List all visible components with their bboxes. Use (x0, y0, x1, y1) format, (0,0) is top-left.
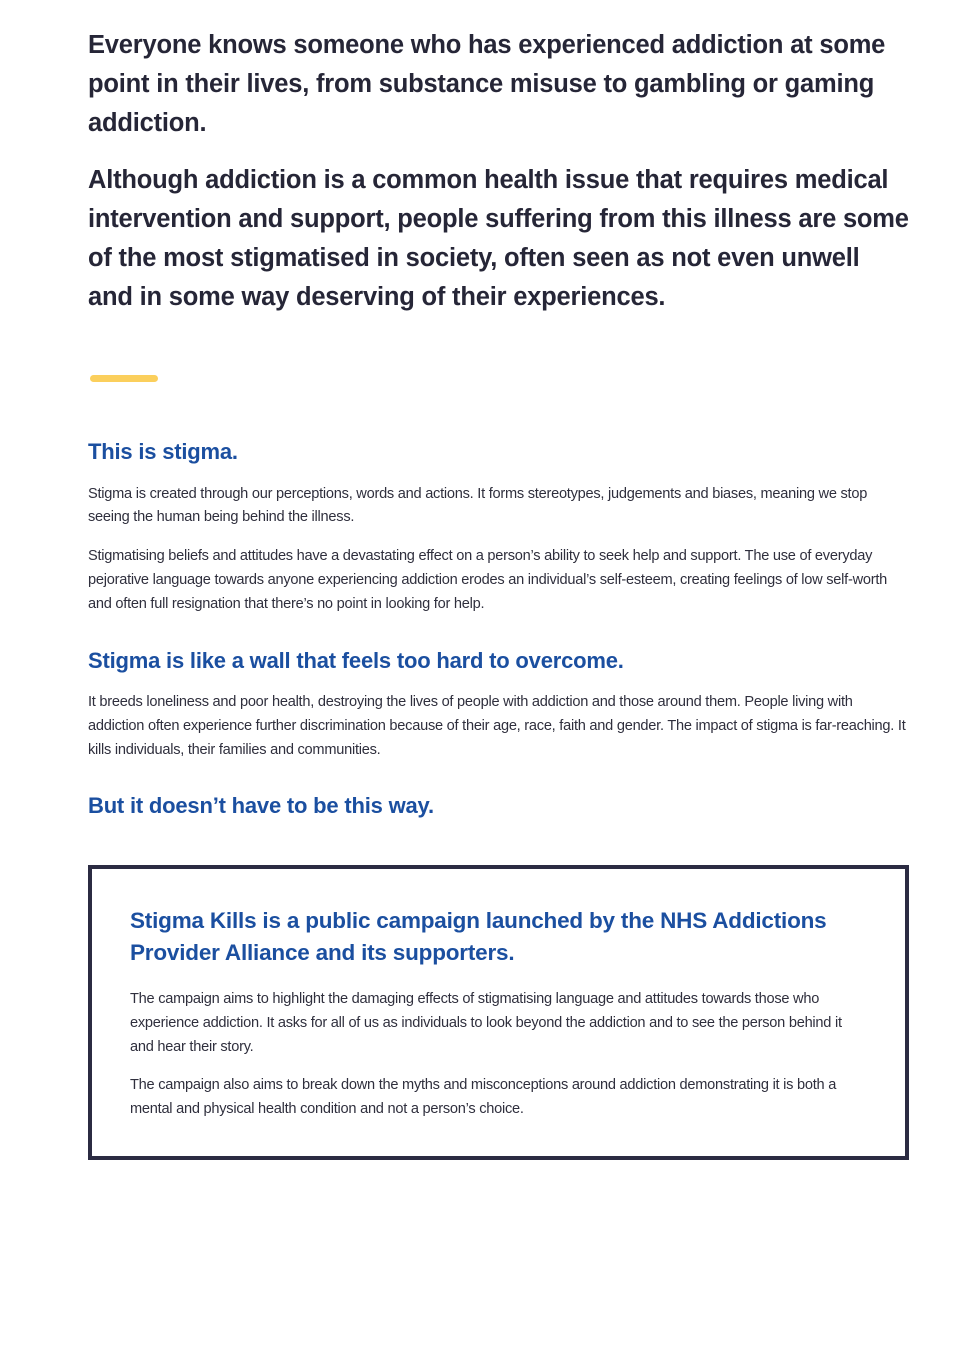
intro-paragraph-1: Everyone knows someone who has experienced addiction at some point in their lives, from substance misuse to gambling or gaming addiction. (88, 31, 886, 137)
intro-paragraph-2: Although addiction is a common health issue that requires medical intervention and support, people suffering from this illness are some of the most stigmatised in society, often seen as not even unwell and in some way deserving of their experiences. (88, 166, 909, 311)
campaign-callout-box (88, 865, 909, 1160)
section-paragraph: Stigmatising beliefs and attitudes have a devastating effect on a person’s ability to seek help and support. The use of everyday pejorative language towards anyone experiencing addiction erodes an individual’s self-esteem, creating feelings of low self-worth and often full resignation that there’s no point in looking for help. (88, 548, 888, 612)
callout-heading: Stigma Kills is a public campaign launched by the NHS Addictions Provider Alliance and its supporters. (130, 908, 827, 965)
section-paragraph: It breeds loneliness and poor health, destroying the lives of people with addiction and those around them. People living with addiction often experience further discrimination because of their age, race, faith and gender. The impact of stigma is far-reaching. It kills individuals, their families and communities. (88, 694, 906, 758)
callout-paragraph-1: The campaign aims to highlight the damaging effects of stigmatising language and attitudes towards those who experience addiction. It asks for all of us as individuals to look beyond the addiction and to see the person behind it and hear their story. (130, 991, 842, 1055)
section-paragraph: Stigma is created through our perceptions, words and actions. It forms stereotypes, judgements and biases, meaning we stop seeing the human being behind the illness. (88, 485, 868, 526)
section-heading-doesnt-have-to-be: But it doesn’t have to be this way. (88, 793, 434, 819)
callout-paragraph-2: The campaign also aims to break down the myths and misconceptions around addiction demonstrating it is both a mental and physical health condition and not a person’s choice. (130, 1077, 837, 1118)
yellow-divider (90, 375, 158, 382)
section-heading-this-is-stigma: This is stigma. (88, 439, 238, 464)
section-heading-stigma-wall: Stigma is like a wall that feels too hard to overcome. (88, 647, 624, 673)
